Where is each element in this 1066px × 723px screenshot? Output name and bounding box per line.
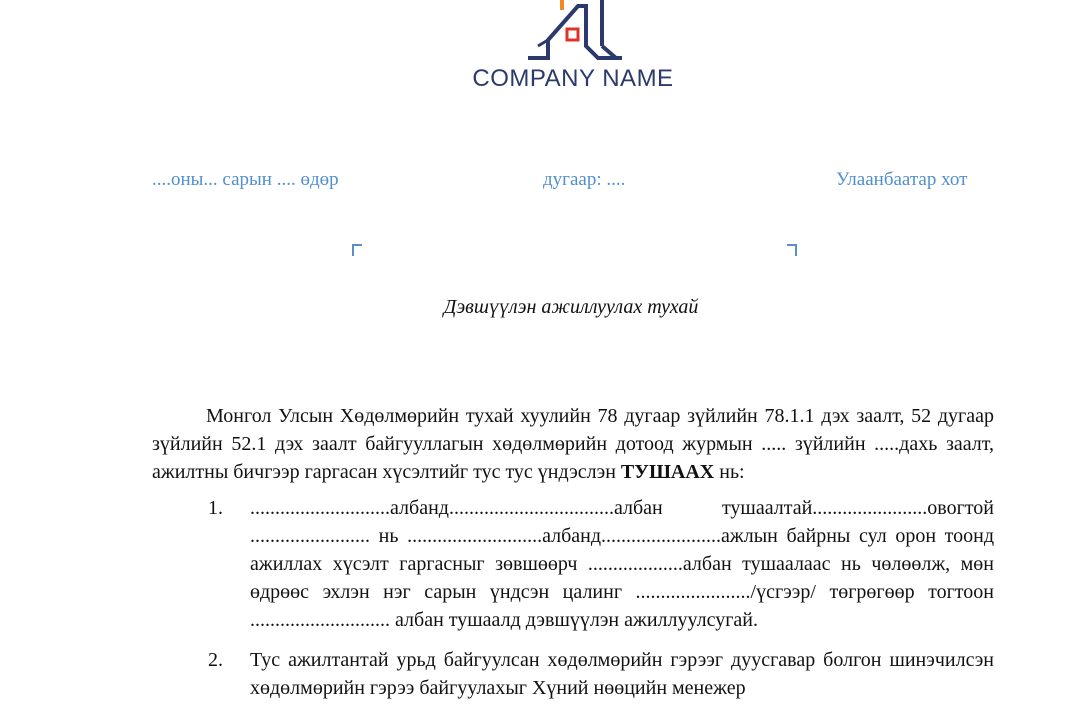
intro-text: Монгол Улсын Хөдөлмөрийн тухай хуулийн 78 дугаар зүйлийн 78.1.1 дэх заалт, 52 дугаар зүйлийн 52.1 дэх заалт байгууллагын хөдөлмөрийн дотоод журмын ..... зүйлийн .....дахь заалт, ажилтны бичгээр гаргасан хүсэлтийг тус тус үндэслэн <box>152 405 994 483</box>
order-suffix: нь: <box>714 461 745 483</box>
document-city: Улаанбаатар хот <box>836 169 968 190</box>
list-item-number: 2. <box>208 649 223 671</box>
list-item-number: 1. <box>208 497 223 519</box>
title-corner-mark-left <box>352 244 362 256</box>
list-item <box>152 494 994 634</box>
company-name: COMPANY NAME <box>472 65 674 92</box>
order-word: ТУШААХ <box>620 461 715 483</box>
list-item-text: Тус ажилтантай урьд байгуулсан хөдөлмөрийн гэрээг дуусгавар болгон шинэчилсэн хөдөлмөрийн гэрээ байгуулахыг Хүний нөөцийн менежер <box>250 649 994 699</box>
title-corner-mark-right <box>787 244 797 256</box>
document-body <box>152 402 994 714</box>
document-date: ....оны... сарын .... өдөр <box>152 169 339 190</box>
intro-paragraph <box>152 402 994 486</box>
list-item-text: ............................албанд.................................албан тушаалтай.......................овогтой ........................ нь ...........................албанд........................ажлын байрны сул орон тоонд ажиллах хүсэлт гаргасныг зөвшөөрч ...................албан тушаалаас нь чөлөөлж, мөн өдрөөс эхлэн нэг сарын үндсэн цалинг ......................./үсгээр/ төгрөгөөр тогтоон ............................ албан тушаалд дэвшүүлэн ажиллуулсугай. <box>250 497 994 631</box>
document-number: дугаар: .... <box>543 169 626 190</box>
order-items-list <box>152 494 994 702</box>
list-item <box>152 646 994 702</box>
document-title: Дэвшүүлэн ажиллуулах тухай <box>443 296 699 318</box>
house-logo-icon <box>520 0 630 62</box>
